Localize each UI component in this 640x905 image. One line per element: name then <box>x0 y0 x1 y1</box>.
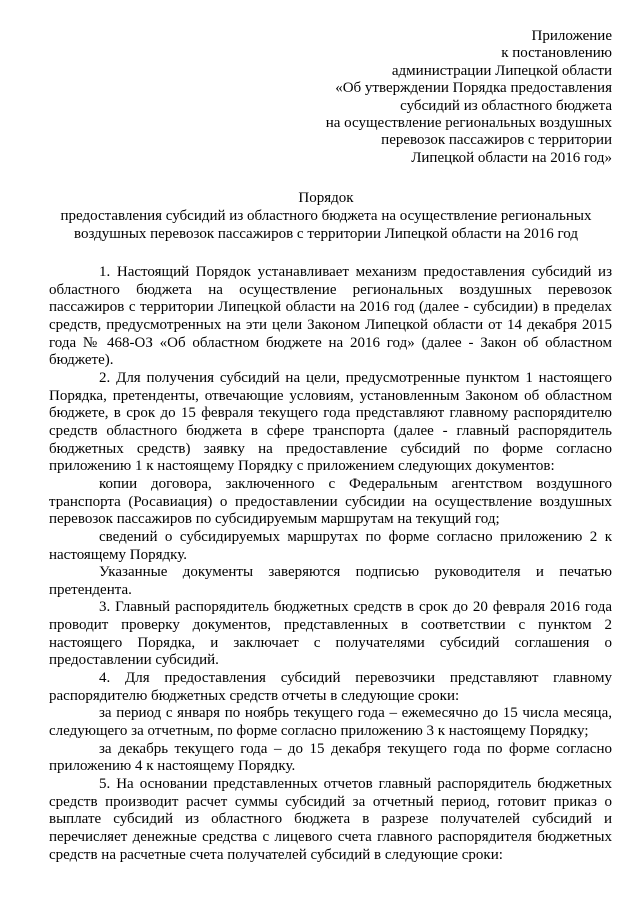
paragraph-5: 5. На основании представленных отчетов главный распорядитель бюджетных средств производит расчет суммы субсидий за отчетный период, готовит приказ о выплате субсидий из областного бюджета в разрезе получателей субсидий и перечисляет денежные средства с лицевого счета главного распорядителя бюджетных средств на расчетные счета получателей субсидий в следующие сроки: <box>49 776 612 863</box>
appendix-line: субсидий из областного бюджета <box>400 97 612 114</box>
appendix-line: на осуществление региональных воздушных <box>325 115 612 132</box>
paragraph-2-note: Указанные документы заверяются подписью руководителя и печатью претендента. <box>49 564 612 598</box>
paragraph-4-item-2: за декабрь текущего года – до 15 декабря текущего года по форме согласно приложению 4 к настоящему Порядку. <box>49 740 612 775</box>
document-body <box>49 264 612 864</box>
appendix-line: к постановлению <box>501 45 612 62</box>
paragraph-3: 3. Главный распорядитель бюджетных средств в срок до 20 февраля 2016 года проводит проверку документов, представленных в соответствии с пунктом 2 настоящего Порядка, и заключает с получателями субсидий соглашения о предоставлении субсидий. <box>49 599 612 669</box>
paragraph-4-item-1: за период с января по ноябрь текущего года – ежемесячно до 15 числа месяца, следующего за отчетным, по форме согласно приложению 3 к настоящему Порядку; <box>49 705 612 740</box>
appendix-line: Липецкой области на 2016 год» <box>411 149 612 166</box>
title-line: предоставления субсидий из областного бюджета на осуществление региональных <box>60 208 592 224</box>
paragraph-1: 1. Настоящий Порядок устанавливает механизм предоставления субсидий из областного бюджета на осуществление региональных воздушных перевозок пассажиров с территории Липецкой области на 2016 год (далее - субсидии) в пределах средств, предусмотренных на эти цели Законом Липецкой области от 14 декабря 2015 года № 468-ОЗ «Об областном бюджете на 2016 год» (далее - Закон об областном бюджете). <box>49 264 612 369</box>
appendix-line: перевозок пассажиров с территории <box>381 132 612 149</box>
appendix-header <box>252 28 612 167</box>
appendix-line: «Об утверждении Порядка предоставления <box>335 80 612 97</box>
paragraph-2-item-1: копии договора, заключенного с Федеральным агентством воздушного транспорта (Росавиация) о предоставлении субсидии на осуществление воздушных перевозок пассажиров по субсидируемым маршрутам на текущий год; <box>49 475 612 528</box>
paragraph-2: 2. Для получения субсидий на цели, предусмотренные пунктом 1 настоящего Порядка, претенденты, отвечающие условиям, установленным Законом об областном бюджете, в срок до 15 февраля текущего года представляют главному распорядителю средств областного бюджета в сфере транспорта (далее - главный распорядитель бюджетных средств) заявку на предоставление субсидий по форме согласно приложению 1 к настоящему Порядку с приложением следующих документов: <box>49 369 612 475</box>
paragraph-4: 4. Для предоставления субсидий перевозчики представляют главному распорядителю бюджетных средств отчеты в следующие сроки: <box>49 670 612 704</box>
appendix-line: администрации Липецкой области <box>391 62 612 79</box>
title-line: воздушных перевозок пассажиров с территории Липецкой области на 2016 год <box>73 226 579 242</box>
appendix-line: Приложение <box>531 28 612 44</box>
document-title <box>40 189 612 243</box>
paragraph-2-item-2: сведений о субсидируемых маршрутах по форме согласно приложению 2 к настоящему Порядку. <box>49 528 612 563</box>
title-heading: Порядок <box>298 190 354 206</box>
